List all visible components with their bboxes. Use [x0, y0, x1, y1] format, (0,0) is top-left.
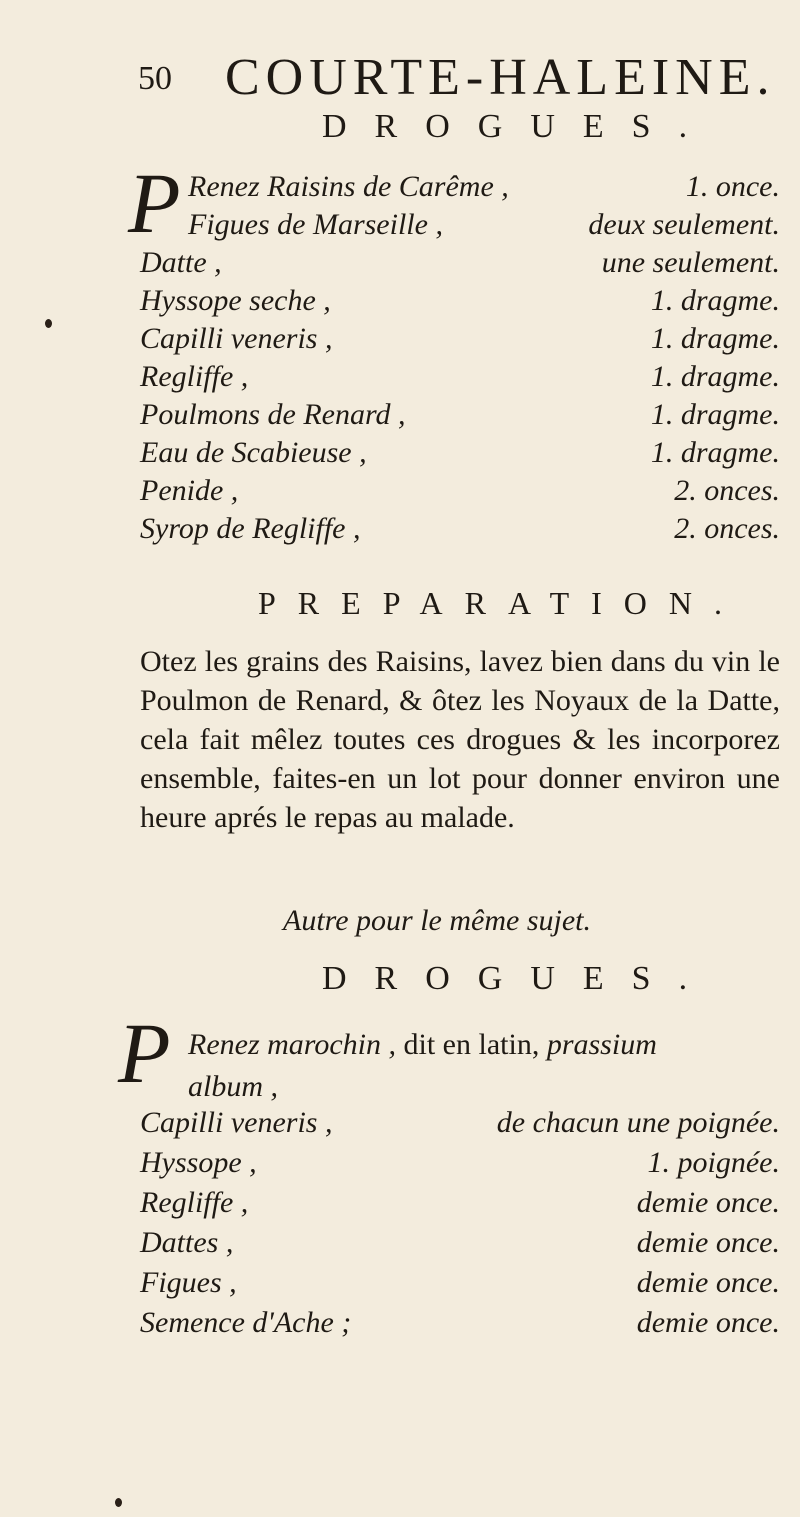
ingredient-row	[140, 1146, 780, 1188]
section-heading-drogues-2: DROGUES.	[322, 960, 716, 997]
ingredient-row	[140, 246, 780, 288]
ingredient-row	[140, 436, 780, 478]
ingredient-quantity: 2. onces.	[674, 512, 780, 545]
subheading-autre: Autre pour le même sujet.	[283, 904, 591, 937]
section-heading-drogues: DROGUES.	[322, 108, 716, 145]
ingredient-row	[140, 512, 780, 554]
margin-ink-mark	[115, 1498, 122, 1507]
ingredient-quantity: 1. dragme.	[650, 398, 780, 431]
ingredient-row	[140, 322, 780, 364]
ingredient-quantity: demie once.	[636, 1266, 780, 1299]
ingredient-quantity: 1. dragme.	[650, 322, 780, 355]
ingredient-name: Capilli veneris ,	[140, 322, 333, 355]
ingredient-name: Regliffe ,	[140, 360, 249, 393]
intro-part-2: dit en latin,	[396, 1028, 547, 1061]
section-heading-preparation: PREPARATION.	[258, 585, 744, 621]
ingredient-name: Capilli veneris ,	[140, 1106, 333, 1139]
ingredient-name: Datte ,	[140, 246, 222, 279]
ingredient-quantity: demie once.	[636, 1306, 780, 1339]
ingredient-intro	[188, 1024, 788, 1108]
intro-part-1: Renez marochin ,	[188, 1028, 397, 1061]
ingredient-name: Semence d'Ache ;	[140, 1306, 352, 1339]
ingredient-name: Renez Raisins de Carême ,	[188, 170, 509, 203]
page-number: 50	[138, 60, 172, 97]
ingredient-row	[140, 360, 780, 402]
ingredient-row	[140, 1266, 780, 1308]
ingredient-quantity: 1. dragme.	[650, 436, 780, 469]
ingredient-quantity: de chacun une poignée.	[496, 1106, 780, 1139]
ingredient-name: Penide ,	[140, 474, 239, 507]
ingredient-quantity: une seulement.	[601, 246, 780, 279]
drop-cap: P	[118, 1005, 171, 1101]
ingredient-quantity: 2. onces.	[674, 474, 780, 507]
running-head	[0, 48, 800, 108]
ingredient-name: Eau de Scabieuse ,	[140, 436, 367, 469]
ingredient-name: Figues de Marseille ,	[188, 208, 443, 241]
margin-ink-mark	[45, 319, 52, 328]
intro-line-2: album ,	[188, 1070, 278, 1103]
preparation-paragraph: Otez les grains des Raisins, lavez bien dans du vin le Poulmon de Renard, & ôtez les Noyaux de la Datte, cela fait mêlez toutes ces drogues & les incorporez ensemble, faites-en un lot pour donner environ une heure aprés le repas au malade.	[140, 645, 780, 834]
running-title: COURTE-HALEINE.	[225, 49, 776, 106]
ingredient-name: Dattes ,	[140, 1226, 234, 1259]
ingredient-quantity: 1. poignée.	[647, 1146, 780, 1179]
intro-line-1	[188, 1024, 788, 1066]
ingredient-name: Syrop de Regliffe ,	[140, 512, 361, 545]
ingredient-quantity: demie once.	[636, 1186, 780, 1219]
ingredient-row	[140, 284, 780, 326]
ingredient-quantity: 1. dragme.	[650, 360, 780, 393]
ingredient-row	[140, 1186, 780, 1228]
ingredient-name: Hyssope ,	[140, 1146, 257, 1179]
drop-cap: P	[128, 155, 181, 251]
ingredient-quantity: demie once.	[636, 1226, 780, 1259]
ingredient-quantity: 1. once.	[685, 170, 780, 203]
ingredient-name: Figues ,	[140, 1266, 237, 1299]
ingredient-row	[140, 474, 780, 516]
ingredient-row	[140, 170, 780, 212]
ingredient-row	[140, 1226, 780, 1268]
ingredient-row	[140, 1306, 780, 1348]
ingredient-quantity: deux seulement.	[588, 208, 780, 241]
ingredient-quantity: 1. dragme.	[650, 284, 780, 317]
ingredient-name: Poulmons de Renard ,	[140, 398, 406, 431]
ingredient-name: Hyssope seche ,	[140, 284, 331, 317]
ingredient-row	[140, 1106, 780, 1148]
ingredient-row	[140, 398, 780, 440]
ingredient-name: Regliffe ,	[140, 1186, 249, 1219]
intro-part-3: prassium	[546, 1028, 657, 1061]
ingredient-row	[140, 208, 780, 250]
